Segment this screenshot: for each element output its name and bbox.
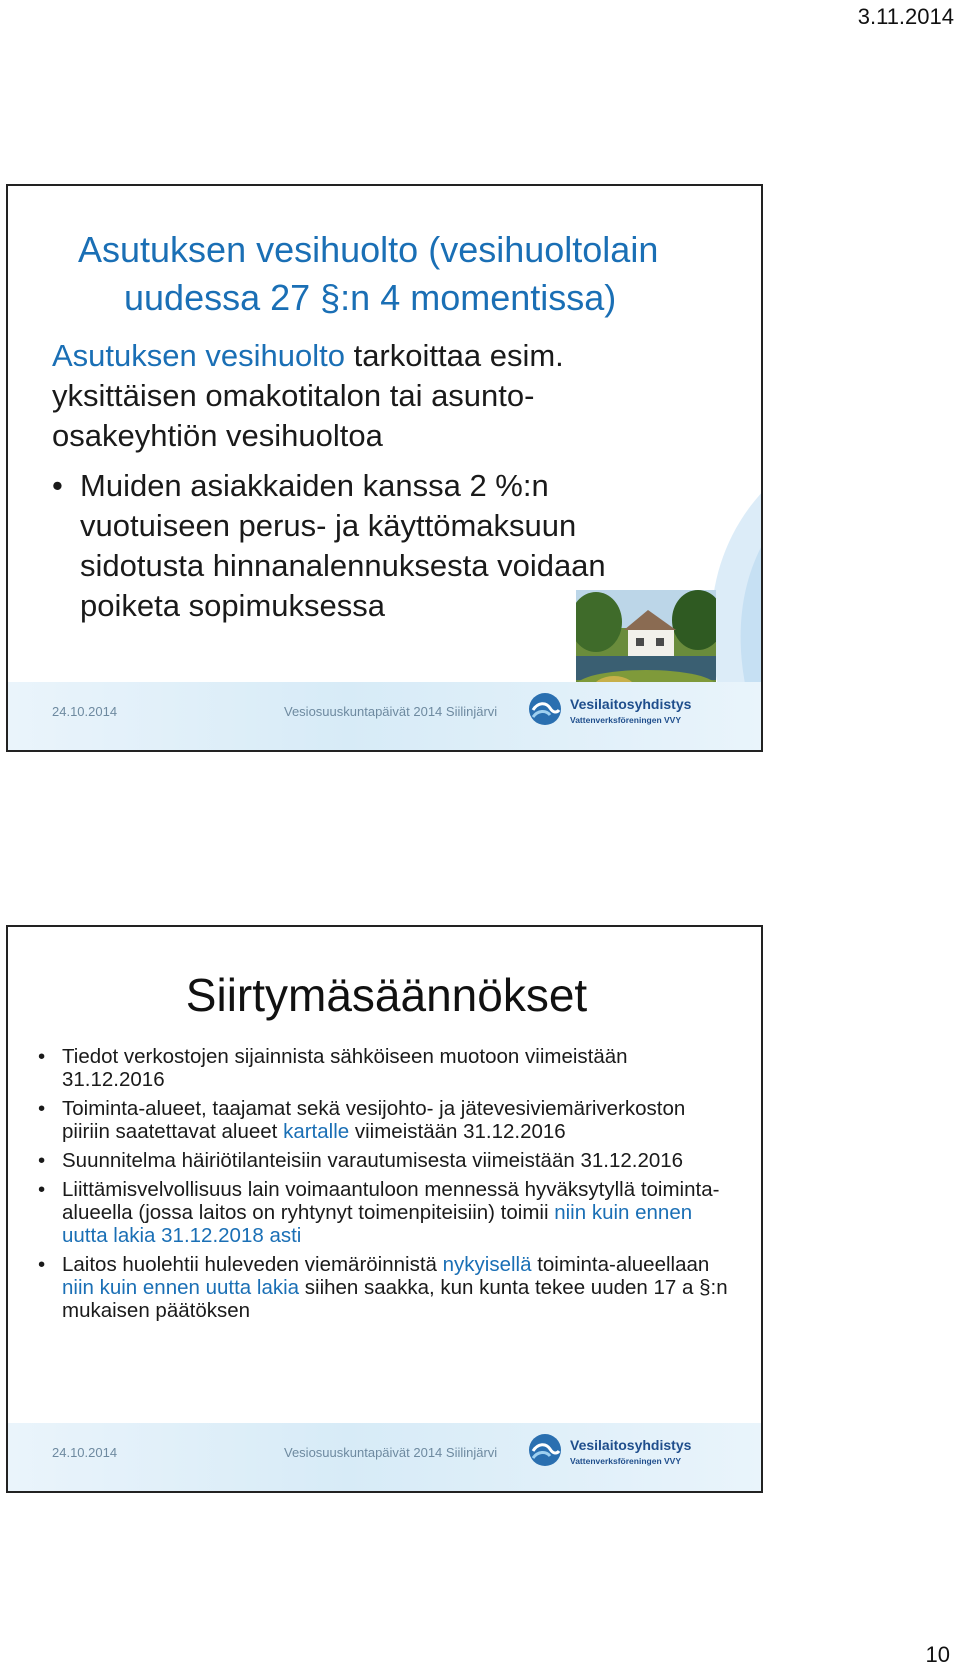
list-item (32, 1045, 732, 1091)
slide-2 (6, 925, 763, 1493)
vvy-logo (528, 692, 708, 734)
title-line-1: Asutuksen vesihuolto (vesihuoltolain (78, 229, 659, 270)
logo-subtitle: Vattenverksföreningen VVY (570, 715, 682, 725)
item-text: siihen saakka, kun kunta tekee uuden 17 a §:n mukaisen päätöksen (62, 1276, 728, 1322)
list-item (32, 1097, 732, 1143)
item-text: Liittämisvelvollisuus lain voimaantuloon mennessä hyväksytyllä toiminta-alueella (jossa laitos on ryhtynyt toimenpiteisiin) toimii (62, 1178, 720, 1224)
page-number: 10 (925, 1642, 950, 1667)
term-highlight: Asutuksen vesihuolto (52, 338, 345, 373)
logo-name: Vesilaitosyhdistys (570, 696, 692, 712)
footer-event: Vesiosuuskuntapäivät 2014 Siilinjärvi (284, 704, 498, 719)
item-text: viimeistään 31.12.2016 (349, 1120, 566, 1143)
footer-date: 24.10.2014 (52, 1445, 118, 1460)
list-item (32, 1149, 732, 1172)
item-highlight: nykyisellä (442, 1253, 532, 1276)
slide-1-body (52, 336, 692, 626)
item-highlight: niin kuin ennen uutta lakia (62, 1276, 300, 1299)
slide-1-title (78, 226, 718, 322)
item-highlight: kartalle (283, 1120, 350, 1143)
item-text: Laitos huolehtii huleveden viemäröinnistä (62, 1253, 443, 1276)
item-text: Toiminta-alueet, taajamat sekä vesijohto- ja jätevesiviemäriverkoston piiriin saatettavat alueet (62, 1097, 686, 1143)
slide-1-footer (8, 682, 761, 750)
transition-rules-list (32, 1045, 732, 1328)
title-line-2: uudessa 27 §:n 4 momentissa) (124, 277, 617, 318)
footer-date: 24.10.2014 (52, 704, 118, 719)
footer-event: Vesiosuuskuntapäivät 2014 Siilinjärvi (284, 1445, 498, 1460)
intro-rest: tarkoittaa esim. yksittäisen omakotitalon tai asunto-osakeyhtiön vesihuoltoa (52, 338, 564, 453)
logo-name: Vesilaitosyhdistys (570, 1437, 692, 1453)
list-item (32, 1253, 732, 1322)
slide-2-title: Siirtymäsäännökset (185, 969, 588, 1021)
item-text: toiminta-alueellaan (531, 1253, 710, 1276)
wave-logo-icon (528, 1433, 562, 1467)
wave-logo-icon (528, 692, 562, 726)
logo-subtitle: Vattenverksföreningen VVY (570, 1456, 682, 1466)
intro-paragraph (52, 336, 692, 456)
slide-2-footer (8, 1423, 761, 1491)
list-item (32, 1178, 732, 1247)
item-text: Tiedot verkostojen sijainnista sähköiseen muotoon viimeistään 31.12.2016 (62, 1045, 628, 1091)
page-date: 3.11.2014 (857, 4, 954, 29)
bullet-item: • Muiden asiakkaiden kanssa 2 %:n vuotuiseen perus- ja käyttömaksuun sidotusta hinnanalennuksesta voidaan poiketa sopimuksessa (52, 466, 692, 626)
slide-1 (6, 184, 763, 752)
vvy-logo (528, 1433, 708, 1475)
item-highlight: niin kuin ennen uutta lakia 31.12.2018 asti (62, 1201, 693, 1247)
item-text: Suunnitelma häiriötilanteisiin varautumisesta viimeistään 31.12.2016 (62, 1149, 684, 1172)
